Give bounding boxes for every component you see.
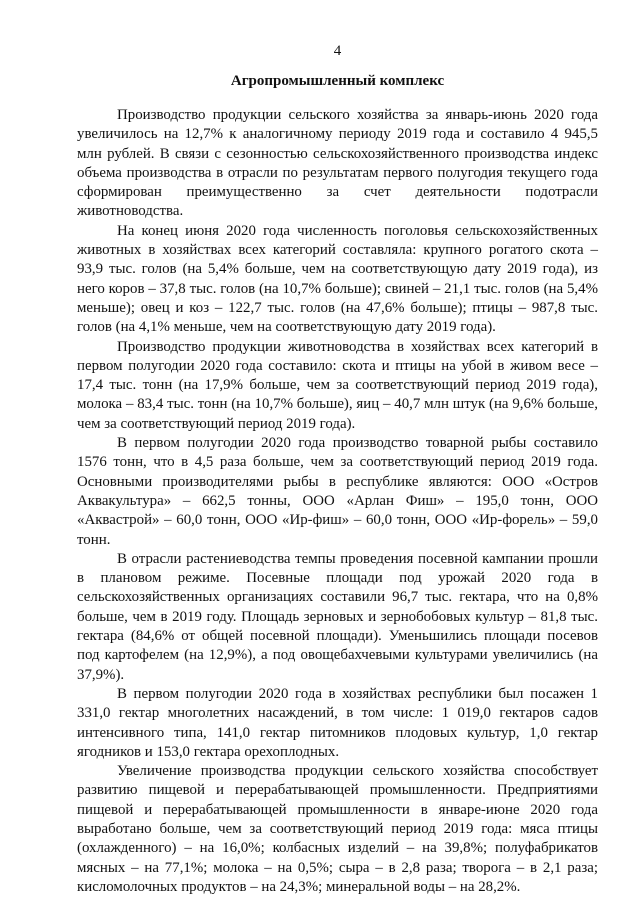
paragraph-production-overview: Производство продукции сельского хозяйства за январь-июнь 2020 года увеличилось на 12,7% к аналогичному периоду 2019 года и составило 4 945,5 млн рублей. В связи с сезонностью сельскохозяйственного производства индекс объема производства в отрасли по результатам первого полугодия текущего года сформирован преимущественно за счет деятельности подотрасли животноводства.	[77, 107, 598, 220]
section-heading: Агропромышленный комплекс	[230, 73, 445, 89]
paragraph-food-industry: Увеличение производства продукции сельского хозяйства способствует развитию пищевой и перерабатывающей промышленности. Предприятиями пищевой и перерабатывающей промышленности в январе-июне 2020 года выработано больше, чем за соответствующий период 2019 года: мяса птицы (охлажденного) – на 16,0%; колбасных изделий – на 39,8%; полуфабрикатов мясных – на 77,1%; молока – на 0,5%; сыра – в 2,8 раза; творога – в 2,1 раза; кисломолочных продуктов – на 24,3%; минеральной воды – на 28,2%.	[77, 763, 598, 895]
paragraph-livestock-products: Производство продукции животноводства в хозяйствах всех категорий в первом полугодии 2020 года составило: скота и птицы на убой в живом весе – 17,4 тыс. тонн (на 17,9% больше, чем за соответствующий период 2019 года), молока – 83,4 тыс. тонн (на 10,7% больше), яиц – 40,7 млн штук (на 9,6% больше, чем за соответствующий период 2019 года).	[77, 338, 598, 432]
paragraph-livestock-count: На конец июня 2020 года численность поголовья сельскохозяйственных животных в хозяйствах всех категорий составляла: крупного рогатого скота – 93,9 тыс. голов (на 5,4% больше, чем на соответствующую дату 2019 года), из него коров – 37,8 тыс. голов (на 10,7% больше); свиней – 21,1 тыс. голов (на 5,4% меньше); овец и коз – 122,7 тыс. голов (на 47,6% больше); птицы – 987,8 тыс. голов (на 4,1% меньше, чем на соответствующую дату 2019 года).	[77, 222, 598, 336]
paragraph-crop-sowing: В отрасли растениеводства темпы проведения посевной кампании прошли в плановом режиме. Посевные площади под урожай 2020 года в сельскохозяйственных организациях составили 96,7 тыс. гектара, что на 0,8% больше, чем в 2019 году. Площадь зерновых и зернобобовых культур – 81,8 тыс. гектара (84,6% от общей посевной площади). Уменьшились площади посевов под картофелем (на 12,9%), а под овощебахчевыми культурами увеличились (на 37,9%).	[77, 550, 598, 683]
paragraph-fish-production: В первом полугодии 2020 года производство товарной рыбы составило 1576 тонн, что в 4,5 раза больше, чем за соответствующий период 2019 года. Основными производителями рыбы в республике являются: ООО «Остров Аквакультура» – 662,5 тонны, ООО «Арлан Фиш» – 195,0 тонн, ООО «Акваcтрой» – 60,0 тонн, ООО «Ир-фиш» – 60,0 тонн, ООО «Ир-форель» – 59,0 тонн.	[77, 435, 598, 548]
document-body	[77, 106, 598, 897]
paragraph-perennial-plantings: В первом полугодии 2020 года в хозяйствах республики был посажен 1 331,0 гектар многолетних насаждений, в том числе: 1 019,0 гектаров садов интенсивного типа, 141,0 гектар питомников плодовых культур, 1,0 гектар ягодников и 153,0 гектара орехоплодных.	[77, 685, 598, 760]
page-number: 4	[333, 43, 342, 59]
